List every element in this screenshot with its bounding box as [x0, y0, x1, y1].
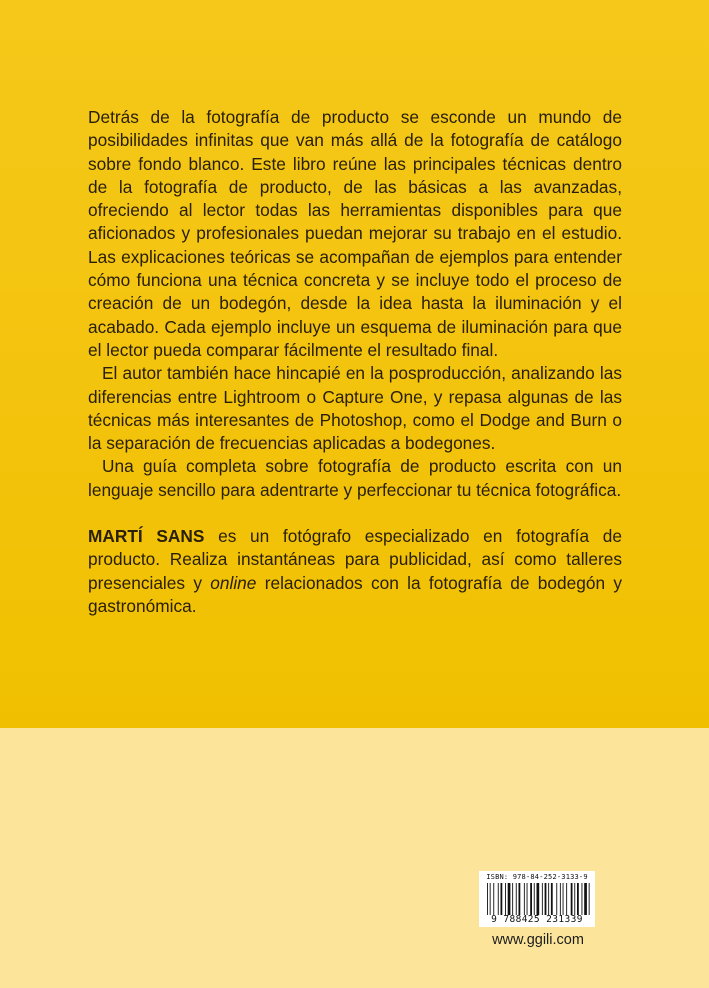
barcode-bar	[551, 883, 553, 915]
barcode-bar	[493, 883, 494, 915]
barcode-bar	[501, 883, 503, 915]
barcode-bar	[505, 883, 506, 915]
barcode-bar	[542, 883, 543, 915]
author-bio-text-2: relacionados con la fotografía de bodegón y gastronómica.	[88, 572, 622, 616]
description-paragraph-2: El autor también hace hincapié en la posproducción, analizando las diferencias entre Lightroom o Capture One, y repasa algunas de las técnicas más interesantes de Photoshop, como el Dodge and Burn o la separación de frecuencias aplicadas a bodegones.	[88, 363, 622, 454]
barcode-digits: 9 788425 231339	[491, 914, 583, 925]
cover-background-pale	[0, 728, 709, 988]
barcode-bar	[584, 883, 587, 915]
barcode-bar	[519, 883, 521, 915]
back-cover-text	[88, 106, 622, 618]
author-bio	[88, 525, 622, 618]
author-name: MARTÍ SANS	[88, 526, 205, 547]
isbn-barcode	[479, 871, 595, 927]
barcode-bar	[566, 883, 567, 915]
barcode-bars	[487, 883, 591, 915]
barcode-bar	[582, 883, 583, 915]
barcode-bar	[556, 883, 557, 915]
isbn-label: ISBN: 978-84-252-3133-9	[486, 873, 588, 881]
barcode-bar	[527, 883, 528, 915]
barcode-bar	[537, 883, 540, 915]
barcode-bar	[487, 883, 488, 915]
barcode-bar	[545, 883, 547, 915]
barcode-bar	[548, 883, 549, 915]
barcode-bar	[571, 883, 573, 915]
publisher-url: www.ggili.com	[492, 932, 584, 948]
description-paragraph-1: Detrás de la fotografía de producto se esconde un mundo de posibilidades infinitas que van más allá de la fotografía de catálogo sobre fondo blanco. Este libro reúne las principales técnicas dentro de la fotografía de producto, de las básicas a las avanzadas, ofreciendo al lector todas las herramientas disponibles para que aficionados y profesionales puedan mejorar su trabajo en el estudio. Las explicaciones teóricas se acompañan de ejemplos para entender cómo funciona una técnica concreta y se incluye todo el proceso de creación de un bodegón, desde la idea hasta la iluminación y el acabado. Cada ejemplo incluye un esquema de iluminación para que el lector pueda comparar fácilmente el resultado final.	[88, 107, 622, 360]
barcode-bar	[508, 883, 511, 915]
barcode-bar	[589, 883, 590, 915]
barcode-bar	[512, 883, 513, 915]
description-paragraph-3: Una guía completa sobre fotografía de producto escrita con un lenguaje sencillo para adentrarte y perfeccionar tu técnica fotográfica.	[88, 456, 622, 500]
barcode-bar	[524, 883, 525, 915]
barcode-bar	[534, 883, 535, 915]
barcode-bar	[498, 883, 499, 915]
barcode-bar	[563, 883, 564, 915]
author-bio-italic: online	[210, 572, 257, 593]
author-bio-text-1: es un fotógrafo especializado en fotografía de producto. Realiza instantáneas para publicidad, así como talleres presenciales y	[88, 526, 622, 593]
barcode-bar	[577, 883, 579, 915]
barcode-bar	[574, 883, 575, 915]
barcode-bar	[490, 883, 491, 915]
barcode-bar	[516, 883, 517, 915]
barcode-bar	[530, 883, 532, 915]
barcode-bar	[560, 883, 561, 915]
